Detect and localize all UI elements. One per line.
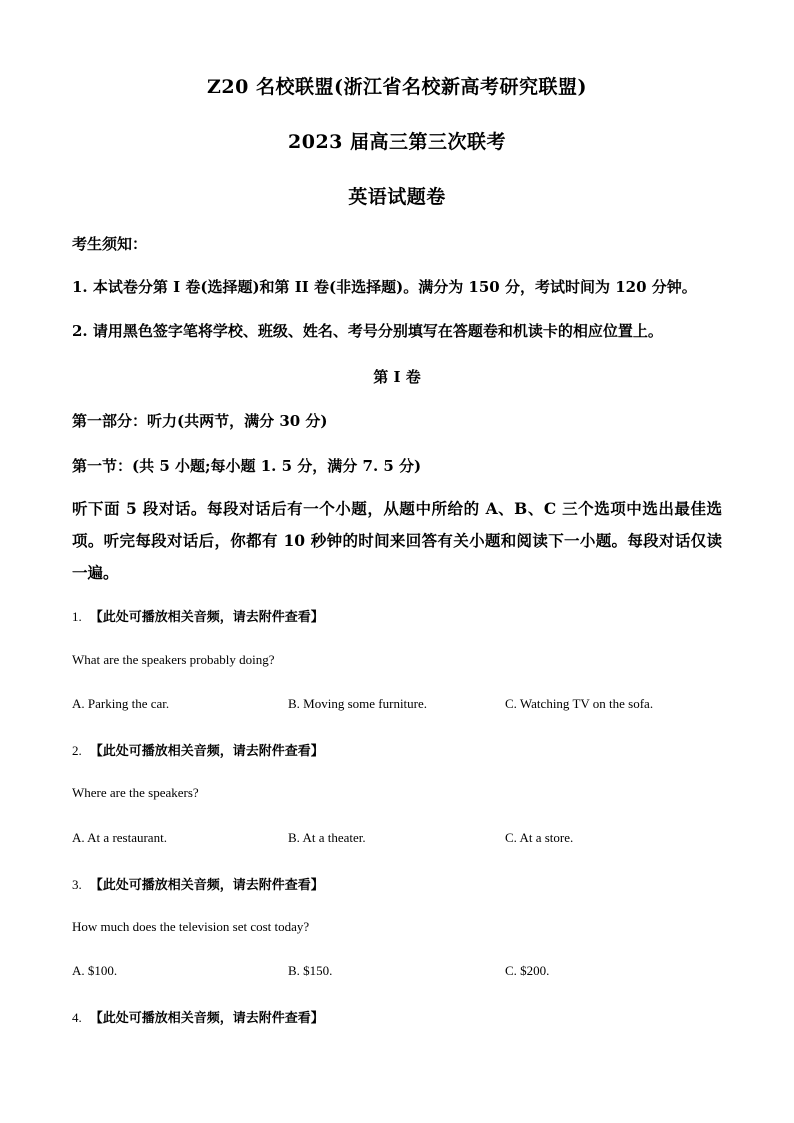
exam-paper-name: 英语试题卷 — [348, 186, 446, 208]
question-2-header — [72, 740, 324, 759]
question-3-header — [72, 874, 324, 893]
audio-placeholder: 【此处可播放相关音频，请去附件查看】 — [89, 1011, 324, 1026]
part1-heading: 第一部分：听力(共两节，满分 30 分) — [72, 412, 328, 430]
audio-placeholder: 【此处可播放相关音频，请去附件查看】 — [89, 878, 324, 893]
audio-placeholder: 【此处可播放相关音频，请去附件查看】 — [89, 610, 324, 625]
exam-title: Z20 名校联盟(浙江省名校新高考研究联盟) — [207, 76, 587, 98]
notice-heading: 考生须知： — [72, 235, 148, 253]
question-2-stem: Where are the speakers? — [72, 785, 199, 800]
question-2-option-a[interactable]: A. At a restaurant. — [72, 830, 167, 845]
question-2-option-c[interactable]: C. At a store. — [505, 830, 574, 845]
question-1-option-c[interactable]: C. Watching TV on the sofa. — [505, 696, 654, 711]
question-1-option-b[interactable]: B. Moving some furniture. — [288, 696, 428, 711]
volume-heading: 第 I 卷 — [373, 368, 421, 386]
notice-item-1: 1. 本试卷分第 I 卷(选择题)和第 II 卷(非选择题)。满分为 150 分，考试时间为 120 分钟。 — [72, 278, 697, 296]
audio-placeholder: 【此处可播放相关音频，请去附件查看】 — [89, 744, 324, 759]
section1-heading: 第一节：(共 5 小题;每小题 1. 5 分，满分 7. 5 分) — [72, 457, 422, 475]
notice-item-2: 2. 请用黑色签字笔将学校、班级、姓名、考号分别填写在答题卷和机读卡的相应位置上。 — [72, 322, 663, 340]
question-3-stem: How much does the television set cost today? — [72, 919, 310, 934]
question-number: 3. — [72, 877, 82, 892]
question-3-option-a[interactable]: A. $100. — [72, 963, 118, 978]
question-number: 2. — [72, 743, 82, 758]
question-3-option-c[interactable]: C. $200. — [505, 963, 550, 978]
listening-instruction: 听下面 5 段对话。每段对话后有一个小题，从题中所给的 A、B、C 三个选项中选出最佳选项。听完每段对话后，你都有 10 秒钟的时间来回答有关小题和阅读下一小题。每段对话仅读一遍。 — [72, 499, 722, 582]
question-2-option-b[interactable]: B. At a theater. — [288, 830, 366, 845]
question-1-header — [72, 606, 324, 625]
question-1-option-a[interactable]: A. Parking the car. — [72, 696, 170, 711]
question-4-header — [72, 1007, 324, 1026]
question-1-stem: What are the speakers probably doing? — [72, 652, 275, 667]
question-number: 4. — [72, 1010, 82, 1025]
question-number: 1. — [72, 609, 82, 624]
question-3-option-b[interactable]: B. $150. — [288, 963, 333, 978]
exam-subtitle: 2023 届高三第三次联考 — [288, 131, 506, 153]
